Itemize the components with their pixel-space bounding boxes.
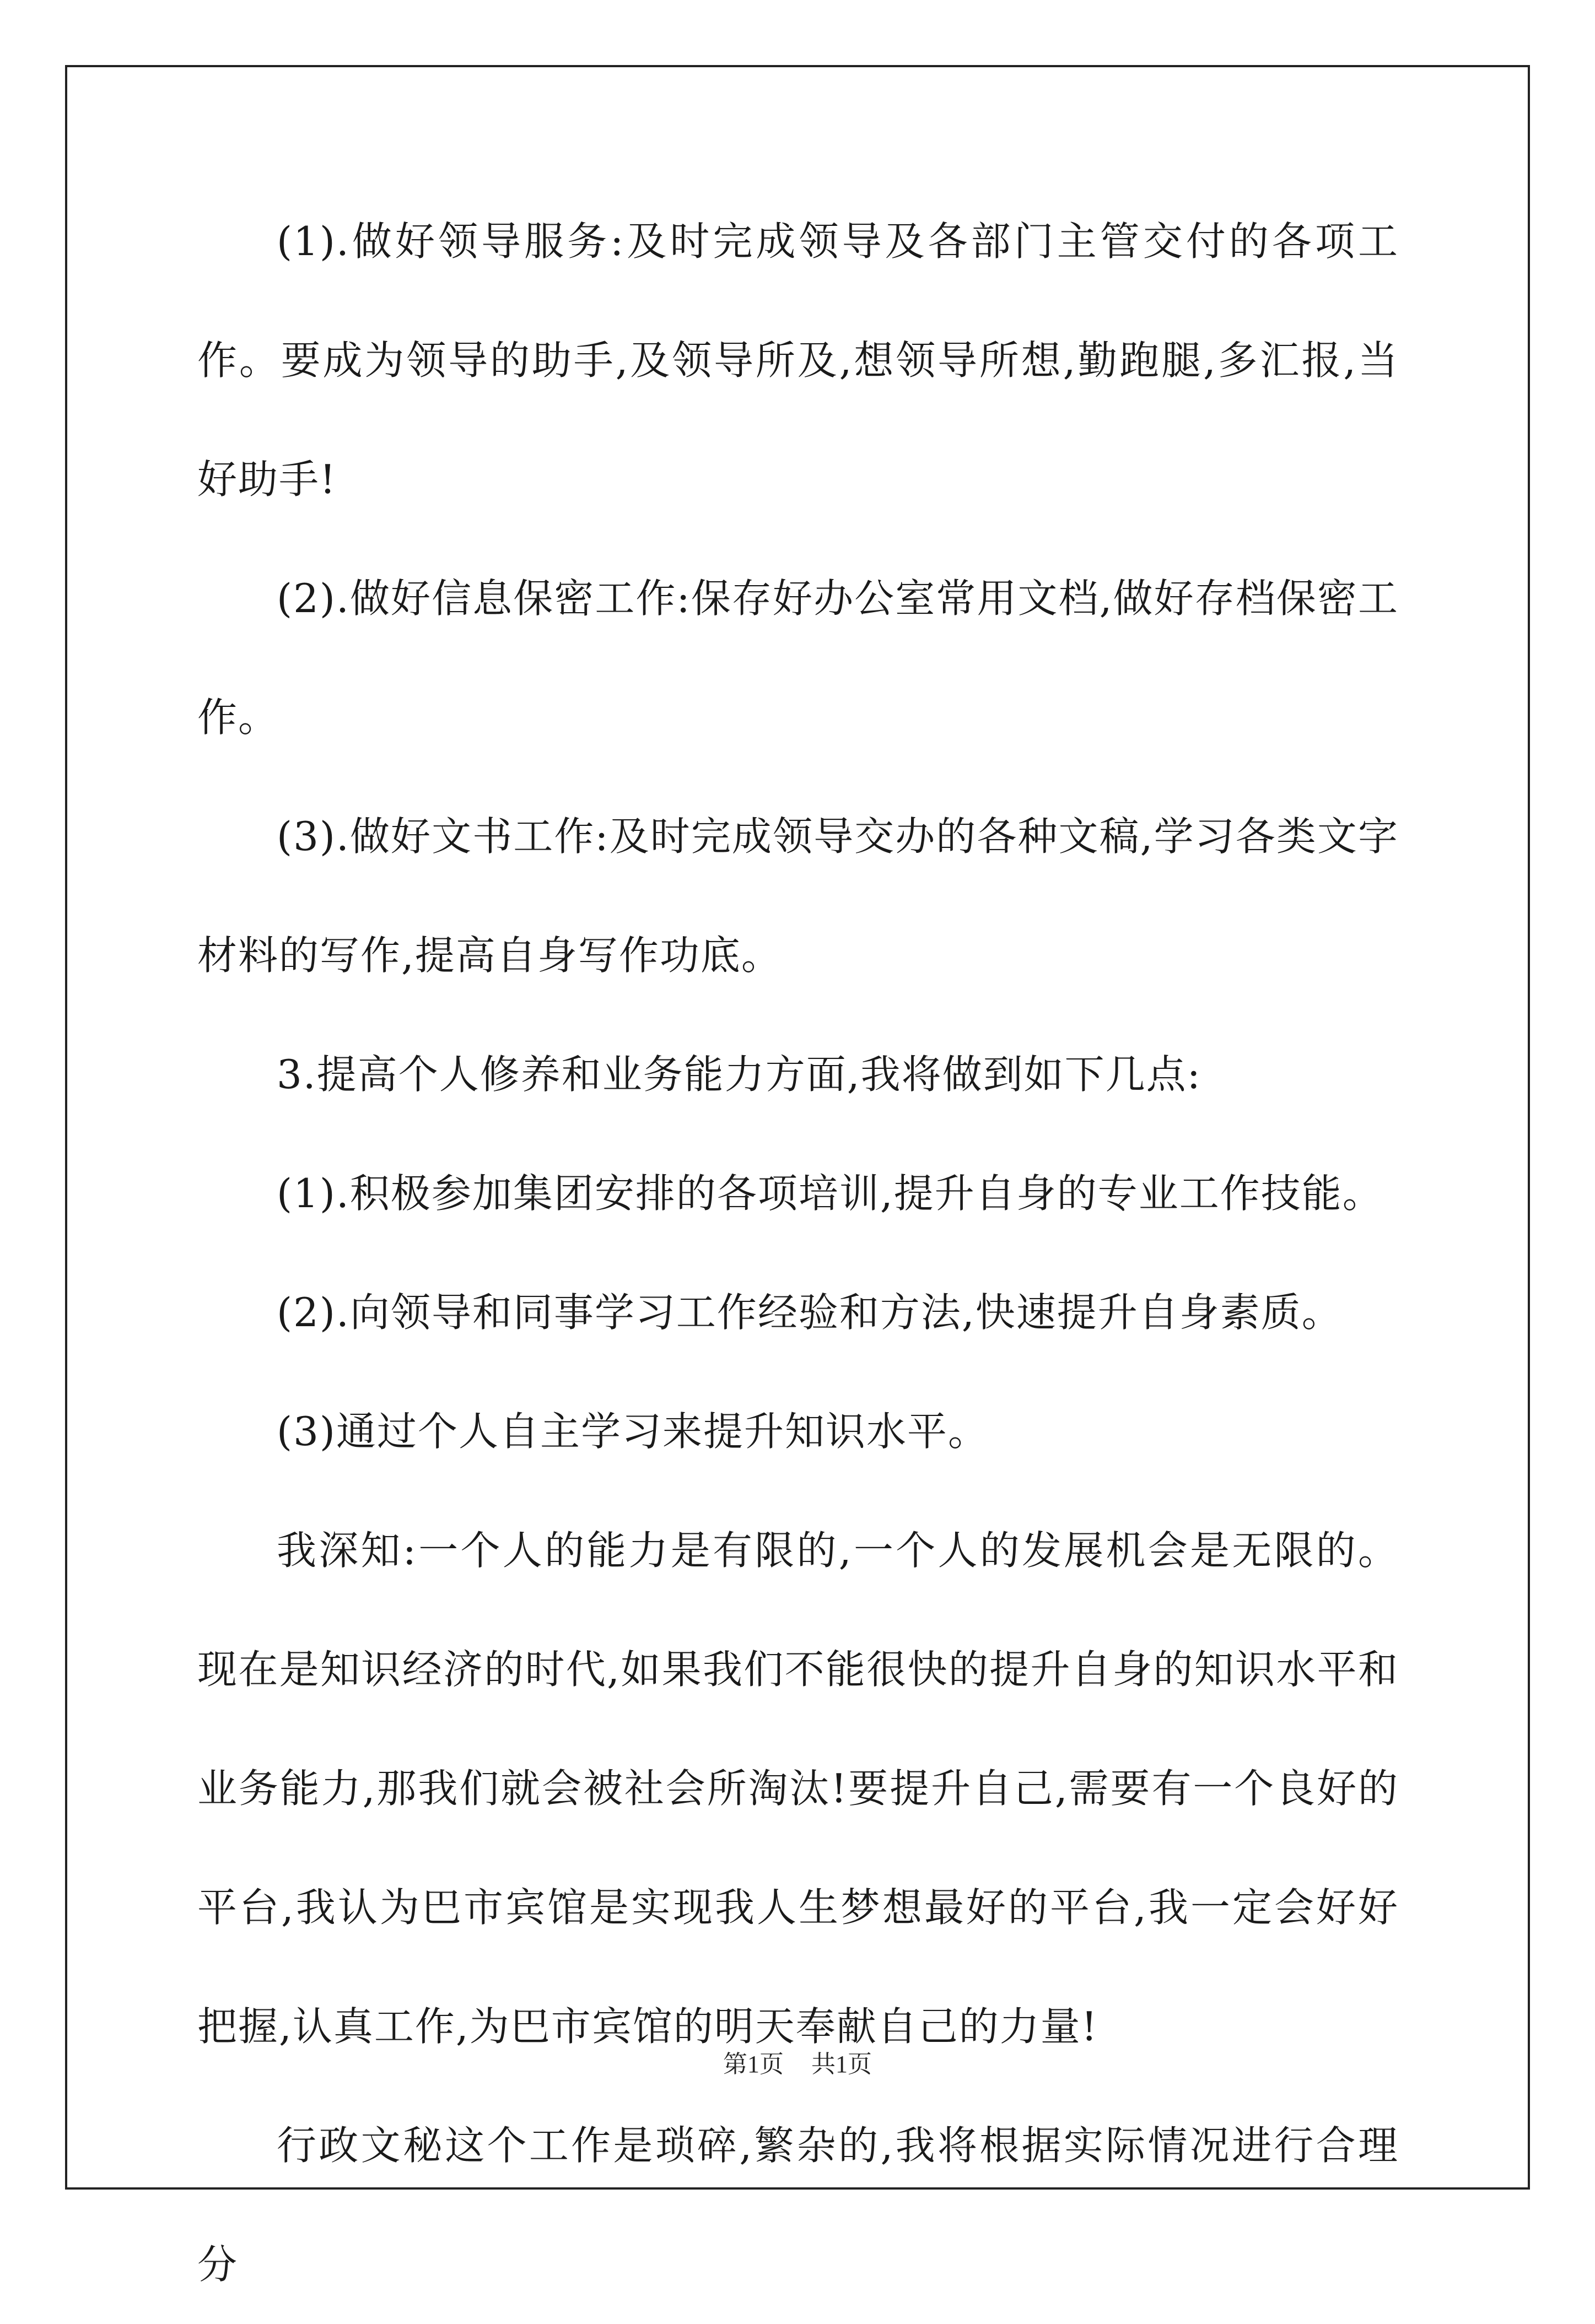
paragraph: (1).积极参加集团安排的各项培训,提升自身的专业工作技能。	[277, 1170, 1383, 1217]
paragraph: (3).做好文书工作:及时完成领导交办的各种文稿,学习各类文字材料的写作,提高自身写作功底。	[197, 813, 1399, 979]
page-total: 共1页	[811, 2051, 872, 2078]
paragraph: (3)通过个人自主学习来提升知识水平。	[277, 1408, 989, 1455]
page-footer	[0, 2044, 1595, 2079]
paragraph: (1).做好领导服务:及时完成领导及各部门主管交付的各项工作。要成为领导的助手,及领导所及,想领导所想,勤跑腿,多汇报,当好助手!	[197, 218, 1399, 502]
paragraph: (2).向领导和同事学习工作经验和方法,快速提升自身素质。	[277, 1289, 1343, 1336]
paragraph: 行政文秘这个工作是琐碎,繁杂的,我将根据实际情况进行合理分	[197, 2122, 1399, 2288]
paragraph: 3.提高个人修养和业务能力方面,我将做到如下几点:	[277, 1051, 1201, 1098]
paragraph: (2).做好信息保密工作:保存好办公室常用文档,做好存档保密工作。	[197, 575, 1399, 741]
paragraph: 我深知:一个人的能力是有限的,一个人的发展机会是无限的。现在是知识经济的时代,如果我们不能很快的提升自身的知识水平和业务能力,那我们就会被社会所淘汰!要提升自己,需要有一个良好的平台,我认为巴市宾馆是实现我人生梦想最好的平台,我一定会好好把握,认真工作,为巴市宾馆的明天奉献自己的力量!	[197, 1527, 1399, 2050]
document-body	[197, 182, 1399, 2324]
page-number: 第1页	[723, 2051, 784, 2078]
